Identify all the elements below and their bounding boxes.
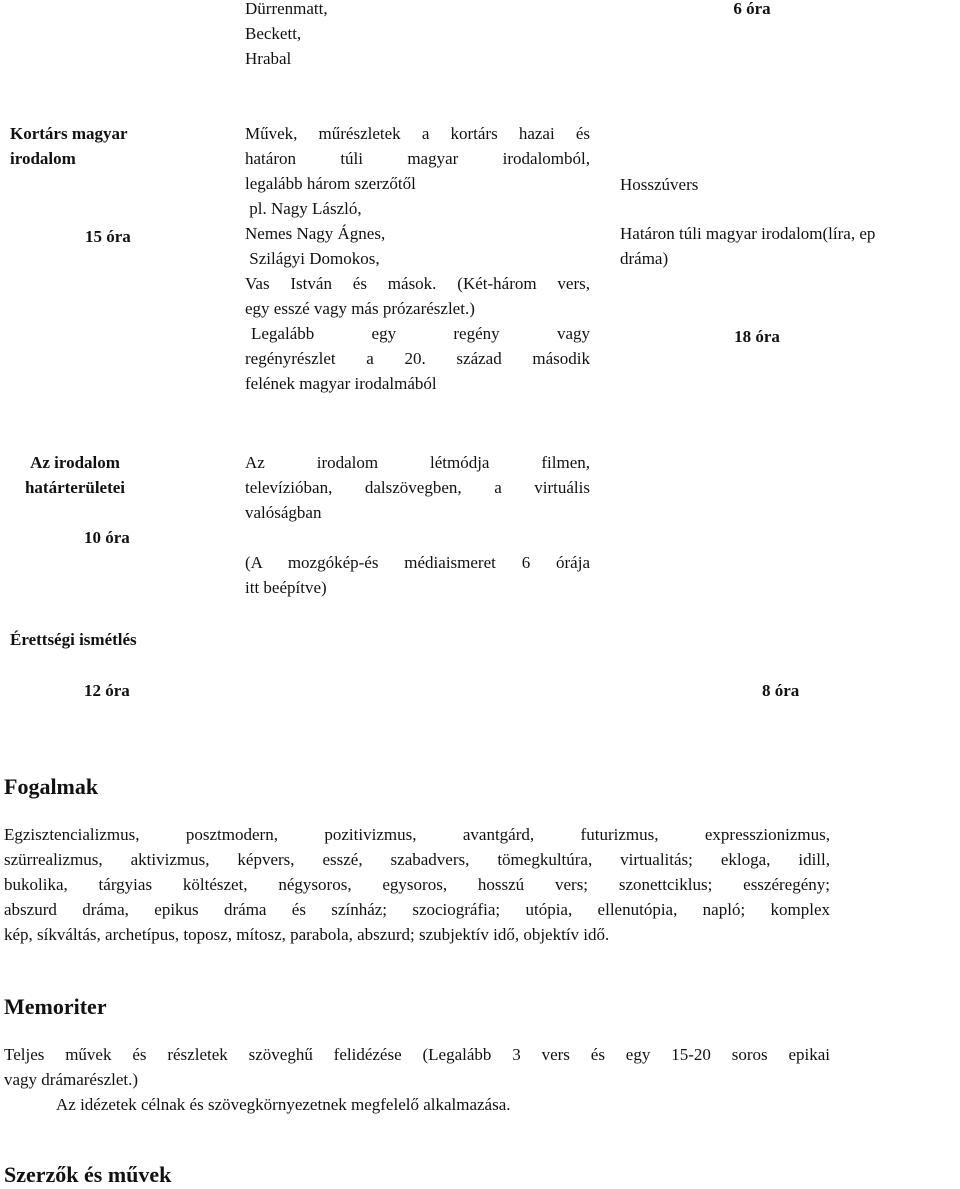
kortars-content-line: Vas István és mások. (Két-három vers,: [245, 274, 590, 293]
kortars-title-line: irodalom: [10, 149, 76, 168]
fogalmak-line: bukolika, tárgyias költészet, négysoros, egysoros, hosszú vers; szonettciklus; esszéregény;: [4, 875, 830, 894]
kortars-side-line: Határon túli magyar irodalom(líra, ep: [620, 224, 876, 243]
hatar-hours: 10 óra: [84, 528, 130, 547]
memoriter-indent-line: Az idézetek célnak és szövegkörnyezetnek megfelelő alkalmazása.: [56, 1095, 511, 1114]
fogalmak-line: kép, síkváltás, archetípus, toposz, mítosz, parabola, abszurd; szubjektív idő, objektív idő.: [4, 925, 610, 944]
kortars-side-line: Hosszúvers: [620, 175, 699, 194]
kortars-side-line: dráma): [620, 249, 669, 268]
kortars-content-line: Nemes Nagy Ágnes,: [245, 224, 386, 243]
author-name: Hrabal: [245, 49, 292, 68]
erettsegi-hours-left: 12 óra: [84, 681, 130, 700]
fogalmak-paragraph: [4, 822, 830, 947]
author-name: Dürrenmatt,: [245, 0, 328, 18]
hatar-note-line: (A mozgókép-és médiaismeret 6 órája: [245, 553, 590, 572]
kortars-content-line: felének magyar irodalmából: [245, 374, 437, 393]
kortars-content-line: határon túli magyar irodalomból,: [245, 149, 590, 168]
fogalmak-heading: Fogalmak: [4, 774, 99, 799]
kortars-content-line: Szilágyi Domokos,: [245, 249, 380, 268]
hatar-note-line: itt beépítve): [245, 578, 327, 597]
hatar-title-line: határterületei: [24, 478, 126, 497]
memoriter-paragraph: [4, 1042, 830, 1117]
top-hours: 6 óra: [733, 0, 771, 18]
kortars-content-line: Művek, műrészletek a kortárs hazai és: [245, 124, 590, 143]
kortars-hours: 15 óra: [85, 227, 131, 246]
kortars-side-hours: 18 óra: [734, 327, 780, 346]
kortars-content-line: Legalább egy regény vagy: [251, 324, 590, 343]
erettsegi-hours-right: 8 óra: [762, 681, 800, 700]
top-authors-list: [245, 0, 590, 71]
kortars-title: [10, 121, 210, 171]
hatar-content-line: valóságban: [245, 503, 322, 522]
hatar-content-line: Az irodalom létmódja filmen,: [245, 453, 590, 472]
kortars-content-line: egy esszé vagy más prózarészlet.): [245, 299, 475, 318]
hatar-title-line: Az irodalom: [30, 453, 120, 472]
hatar-content-line: televízióban, dalszövegben, a virtuális: [245, 478, 590, 497]
kortars-content-line: pl. Nagy László,: [245, 199, 362, 218]
erettsegi-title: Érettségi ismétlés: [10, 630, 137, 649]
memoriter-line: vagy drámarészlet.): [4, 1070, 139, 1089]
memoriter-heading: Memoriter: [4, 994, 107, 1019]
fogalmak-line: Egzisztencializmus, posztmodern, pozitivizmus, avantgárd, futurizmus, expresszionizmus,: [4, 825, 830, 844]
memoriter-line: Teljes művek és részletek szöveghű felidézése (Legalább 3 vers és egy 15-20 soros epikai: [4, 1045, 830, 1064]
kortars-content-line: legalább három szerzőtől: [245, 174, 416, 193]
author-name: Beckett,: [245, 24, 302, 43]
hatar-content: [245, 450, 590, 600]
szerzok-heading: Szerzők és művek: [4, 1162, 172, 1187]
kortars-side: [620, 172, 960, 271]
kortars-content: [245, 121, 590, 396]
fogalmak-line: szürrealizmus, aktivizmus, képvers, esszé, szabadvers, tömegkultúra, virtualitás; ekloga, idill,: [4, 850, 830, 869]
hatar-title: [10, 450, 140, 500]
kortars-title-line: Kortárs magyar: [10, 124, 128, 143]
kortars-content-line: regényrészlet a 20. század második: [245, 349, 590, 368]
fogalmak-line: abszurd dráma, epikus dráma és színház; szociográfia; utópia, ellenutópia, napló; komplex: [4, 900, 830, 919]
